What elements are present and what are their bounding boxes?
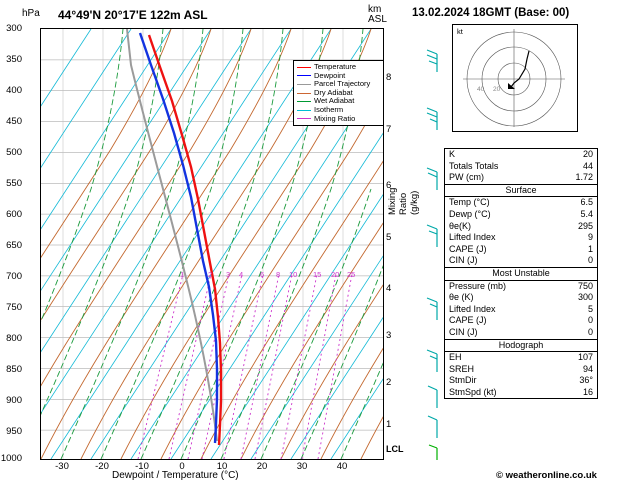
wind-barb-400 [427, 108, 437, 130]
mixing-ratio-axis-label: Mixing Ratio (g/kg) [387, 187, 420, 215]
mu-row-name: CAPE (J) [449, 315, 487, 326]
ytick-900: 900 [6, 395, 22, 406]
surface-row-value: 295 [577, 220, 593, 231]
hodo-row-value: 94 [582, 363, 593, 374]
xtick--20: -20 [95, 461, 109, 472]
hodo-row-name: StmDir [449, 375, 477, 386]
surface-row-value: 9 [587, 232, 593, 243]
table-row [445, 172, 597, 184]
ytick-550: 550 [6, 178, 22, 189]
mu-row-value: 5 [587, 303, 593, 314]
legend-label-dewpoint: Dewpoint [314, 70, 346, 80]
table-row [445, 352, 597, 364]
mu-row-value: 0 [587, 326, 593, 337]
surface-row-name: CAPE (J) [449, 243, 487, 254]
section-title-hodograph: Hodograph [445, 339, 597, 353]
ytick-1000: 1000 [0, 453, 22, 464]
htick-2: 2 [386, 377, 392, 388]
surface-row-name: Dewp (°C) [449, 208, 491, 219]
legend-label-dry-adiabat: Dry Adiabat [314, 87, 353, 97]
temperature-line [149, 35, 221, 445]
index-name: K [449, 149, 456, 159]
table-row [445, 197, 597, 209]
htick-6: 6 [386, 180, 392, 191]
legend-label-temperature: Temperature [314, 62, 357, 71]
htick-8: 8 [386, 72, 392, 83]
surface-row-name: θe(K) [449, 220, 472, 231]
table-row [445, 315, 597, 327]
table-row [445, 327, 597, 339]
hodo-row-name: StmSpd (kt) [449, 386, 497, 397]
forecast-datetime: 13.02.2024 18GMT (Base: 00) [412, 7, 570, 19]
legend-label-isotherm: Isotherm [314, 104, 344, 114]
ytick-650: 650 [6, 240, 22, 251]
height-unit-line1: km [368, 4, 382, 15]
htick-4: 4 [386, 283, 392, 294]
ytick-500: 500 [6, 147, 22, 158]
hodograph-unit-label: kt [457, 27, 463, 36]
mu-row-value: 300 [577, 292, 593, 303]
index-name: Totals Totals [449, 160, 499, 171]
mixing-ratio-tick-4: 4 [239, 270, 244, 279]
surface-row-name: Temp (°C) [449, 197, 490, 208]
pressure-unit-label: hPa [22, 8, 40, 19]
mu-row-name: Lifted Index [449, 303, 496, 314]
wind-barb-800 [427, 350, 437, 372]
wind-barb-surface [429, 445, 437, 460]
wind-barb-900 [428, 416, 437, 438]
surface-row-value: 0 [587, 255, 593, 266]
hodo-row-name: EH [449, 352, 462, 363]
table-row [445, 221, 597, 233]
ytick-800: 800 [6, 333, 22, 344]
ytick-700: 700 [6, 271, 22, 282]
legend-label-parcel: Parcel Trajectory [314, 79, 371, 89]
hodo-row-value: 16 [582, 386, 593, 397]
ytick-450: 450 [6, 116, 22, 127]
ytick-850: 850 [6, 364, 22, 375]
ytick-950: 950 [6, 426, 22, 437]
mixing-ratio-tick-3: 3 [226, 270, 231, 279]
mixing-ratio-tick-6: 6 [260, 270, 265, 279]
credit-label: © weatheronline.co.uk [496, 470, 597, 481]
mixing-ratio-tick-15: 15 [313, 270, 322, 279]
table-row [445, 244, 597, 256]
table-row [445, 161, 597, 173]
chart-legend [293, 60, 384, 126]
mixing-ratio-tick-8: 8 [276, 270, 281, 279]
ytick-400: 400 [6, 85, 22, 96]
table-row [445, 149, 597, 161]
wind-barb-350 [427, 50, 437, 72]
mixing-ratio-tick-1: 1 [180, 270, 185, 279]
mixing-ratio-tick-2: 2 [208, 270, 213, 279]
mu-row-name: CIN (J) [449, 326, 478, 337]
xtick-40: 40 [336, 461, 348, 472]
mixing-ratio-tick-10: 10 [289, 270, 298, 279]
mixing-ratio-tick-20: 20 [331, 270, 340, 279]
table-row [445, 209, 597, 221]
wind-barb-850 [428, 386, 437, 408]
surface-row-value: 6.5 [580, 197, 593, 208]
hodograph-panel [452, 24, 578, 132]
htick-5: 5 [386, 232, 392, 243]
section-title-surface: Surface [445, 184, 597, 198]
htick-7: 7 [386, 124, 392, 135]
table-row [445, 304, 597, 316]
table-row [445, 375, 597, 387]
hodo-row-value: 107 [577, 352, 593, 363]
surface-row-value: 5.4 [580, 208, 593, 219]
wind-barb-500 [427, 168, 437, 190]
index-value: 20 [582, 149, 593, 159]
lcl-label: LCL [386, 444, 404, 454]
ytick-750: 750 [6, 302, 22, 313]
table-row [445, 232, 597, 244]
station-title: 44°49'N 20°17'E 122m ASL [58, 8, 208, 22]
legend-label-wet-adiabat: Wet Adiabat [314, 96, 355, 106]
legend-item-mixing-ratio [297, 115, 384, 124]
htick-1: 1 [386, 419, 392, 430]
xtick--10: -10 [135, 461, 149, 472]
section-title-most-unstable: Most Unstable [445, 267, 597, 281]
legend-label-mixing-ratio: Mixing Ratio [314, 113, 356, 123]
mu-row-name: θe (K) [449, 292, 474, 303]
xtick-20: 20 [256, 461, 268, 472]
table-row [445, 255, 597, 267]
table-row [445, 292, 597, 304]
hodograph-ring-20: 20 [493, 86, 501, 93]
hodograph-ring-40: 40 [477, 86, 485, 93]
mu-row-name: Pressure (mb) [449, 280, 507, 291]
table-row [445, 281, 597, 293]
htick-3: 3 [386, 330, 392, 341]
mu-row-value: 0 [587, 315, 593, 326]
ytick-350: 350 [6, 54, 22, 65]
surface-row-name: Lifted Index [449, 232, 496, 243]
ytick-300: 300 [6, 23, 22, 34]
hodograph-svg [453, 25, 575, 129]
xtick-10: 10 [216, 461, 228, 472]
right-panel [410, 0, 629, 486]
xtick--30: -30 [55, 461, 69, 472]
xtick-0: 0 [179, 461, 185, 472]
table-row [445, 364, 597, 376]
sounding-plot-area [40, 28, 384, 460]
index-name: PW (cm) [449, 172, 484, 183]
x-axis-label: Dewpoint / Temperature (°C) [112, 470, 239, 481]
index-value: 1.72 [575, 172, 593, 183]
mixing-ratio-tick-25: 25 [347, 270, 356, 279]
hodo-row-name: SREH [449, 363, 475, 374]
height-unit-label [368, 5, 387, 25]
wind-barb-600 [427, 225, 437, 247]
surface-row-value: 1 [587, 243, 593, 254]
hodo-row-value: 36° [579, 375, 593, 386]
surface-row-name: CIN (J) [449, 255, 478, 266]
height-unit-line2: ASL [368, 14, 387, 25]
index-value: 44 [582, 160, 593, 171]
xtick-30: 30 [296, 461, 308, 472]
mu-row-value: 750 [577, 280, 593, 291]
indices-table [444, 148, 598, 399]
table-row [445, 387, 597, 399]
ytick-600: 600 [6, 209, 22, 220]
wind-barb-700 [427, 298, 437, 320]
